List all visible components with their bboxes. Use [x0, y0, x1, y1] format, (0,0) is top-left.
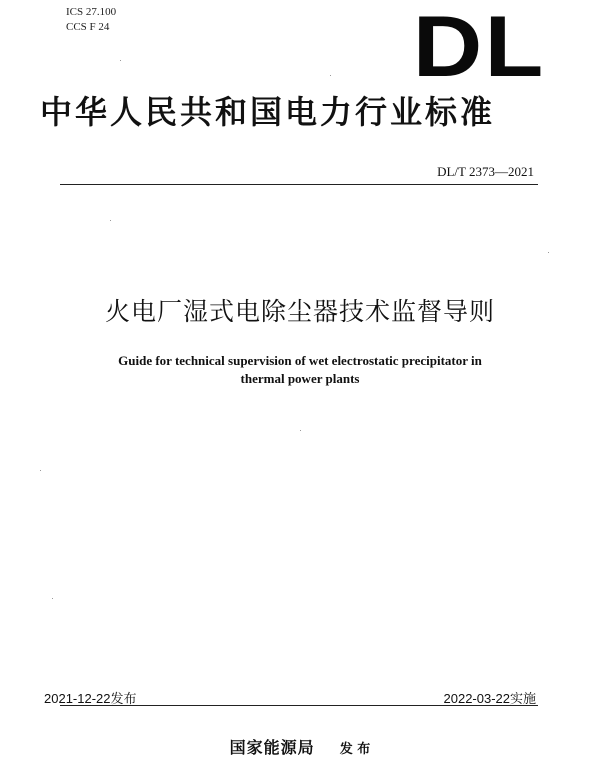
document-title-chinese: 火电厂湿式电除尘器技术监督导则: [104, 297, 495, 326]
publisher-line: [0, 735, 600, 758]
standard-number: DL/T 2373—2021: [437, 164, 534, 179]
scan-speck: [52, 598, 53, 599]
ics-code: ICS 27.100: [66, 6, 117, 18]
issue-date: 2021-12-22发布: [44, 691, 137, 706]
dl-logo: DL: [413, 0, 546, 95]
scan-speck: [548, 252, 549, 253]
scan-speck: [110, 220, 111, 221]
implementation-date: 2022-03-22实施: [443, 691, 536, 706]
publish-action: 发 布: [339, 742, 371, 757]
standard-category-title: 中华人民共和国电力行业标准: [40, 93, 496, 131]
header-divider: [60, 184, 538, 185]
scan-speck: [300, 430, 301, 431]
scan-speck: [40, 470, 41, 471]
footer-divider: [60, 705, 538, 706]
scan-speck: [330, 75, 331, 76]
publisher-organization: 国家能源局: [229, 738, 315, 757]
classification-codes: [66, 5, 116, 35]
scan-speck: [120, 60, 121, 61]
english-title-line-2: thermal power plants: [240, 371, 360, 386]
english-title-line-1: Guide for technical supervision of wet electrostatic precipitator in: [118, 353, 482, 368]
document-title-english: [60, 352, 540, 388]
ccs-code: CCS F 24: [66, 21, 110, 33]
